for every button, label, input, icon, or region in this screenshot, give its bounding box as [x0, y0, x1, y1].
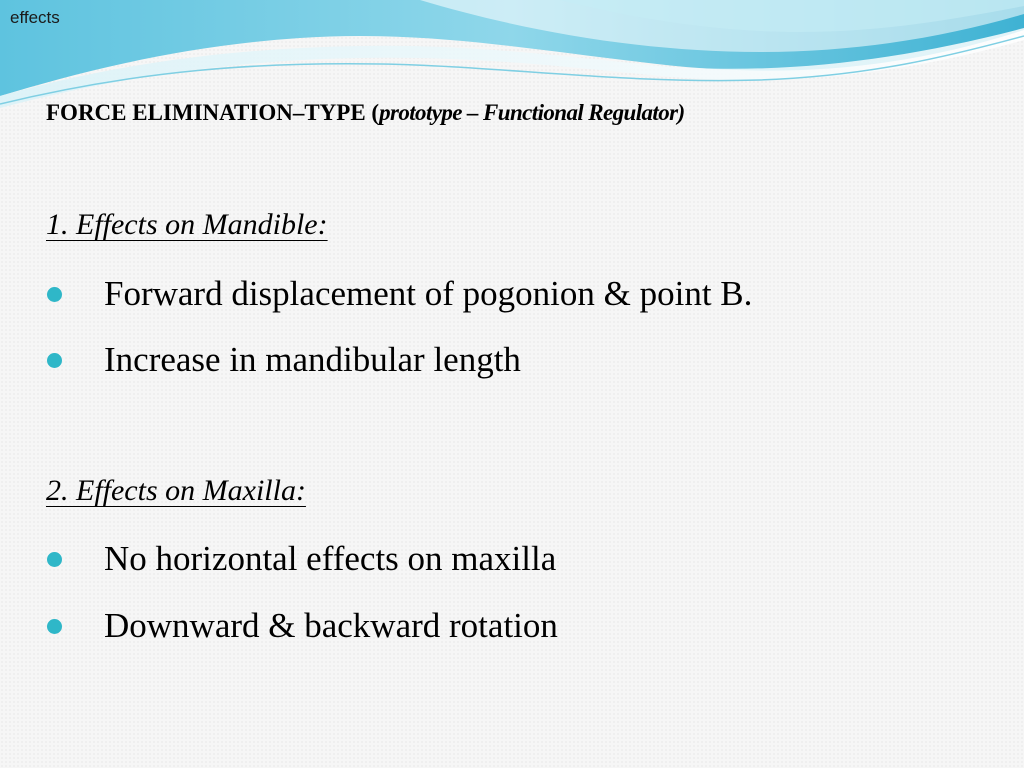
bullet-dot-icon: [47, 353, 62, 368]
section-heading-maxilla: 2. Effects on Maxilla:: [46, 474, 306, 507]
slide-title-main: FORCE ELIMINATION–TYPE (: [46, 100, 380, 125]
slide-title-subtitle: prototype – Functional Regulator): [379, 100, 685, 125]
section-heading-mandible: 1. Effects on Mandible:: [46, 208, 328, 241]
bullet-dot-icon: [47, 552, 62, 567]
list-item-text: Downward & backward rotation: [104, 606, 558, 645]
header-wave-decoration: [0, 0, 1024, 115]
bullet-dot-icon: [47, 287, 62, 302]
list-item: [46, 340, 521, 380]
slide-title: [46, 100, 685, 126]
list-item-text: Increase in mandibular length: [104, 340, 521, 379]
list-item: [46, 606, 558, 646]
bullet-dot-icon: [47, 619, 62, 634]
header-label: effects: [10, 8, 60, 27]
list-item: [46, 539, 556, 579]
list-item: [46, 274, 752, 314]
list-item-text: Forward displacement of pogonion & point B.: [104, 274, 753, 313]
list-item-text: No horizontal effects on maxilla: [104, 539, 557, 578]
